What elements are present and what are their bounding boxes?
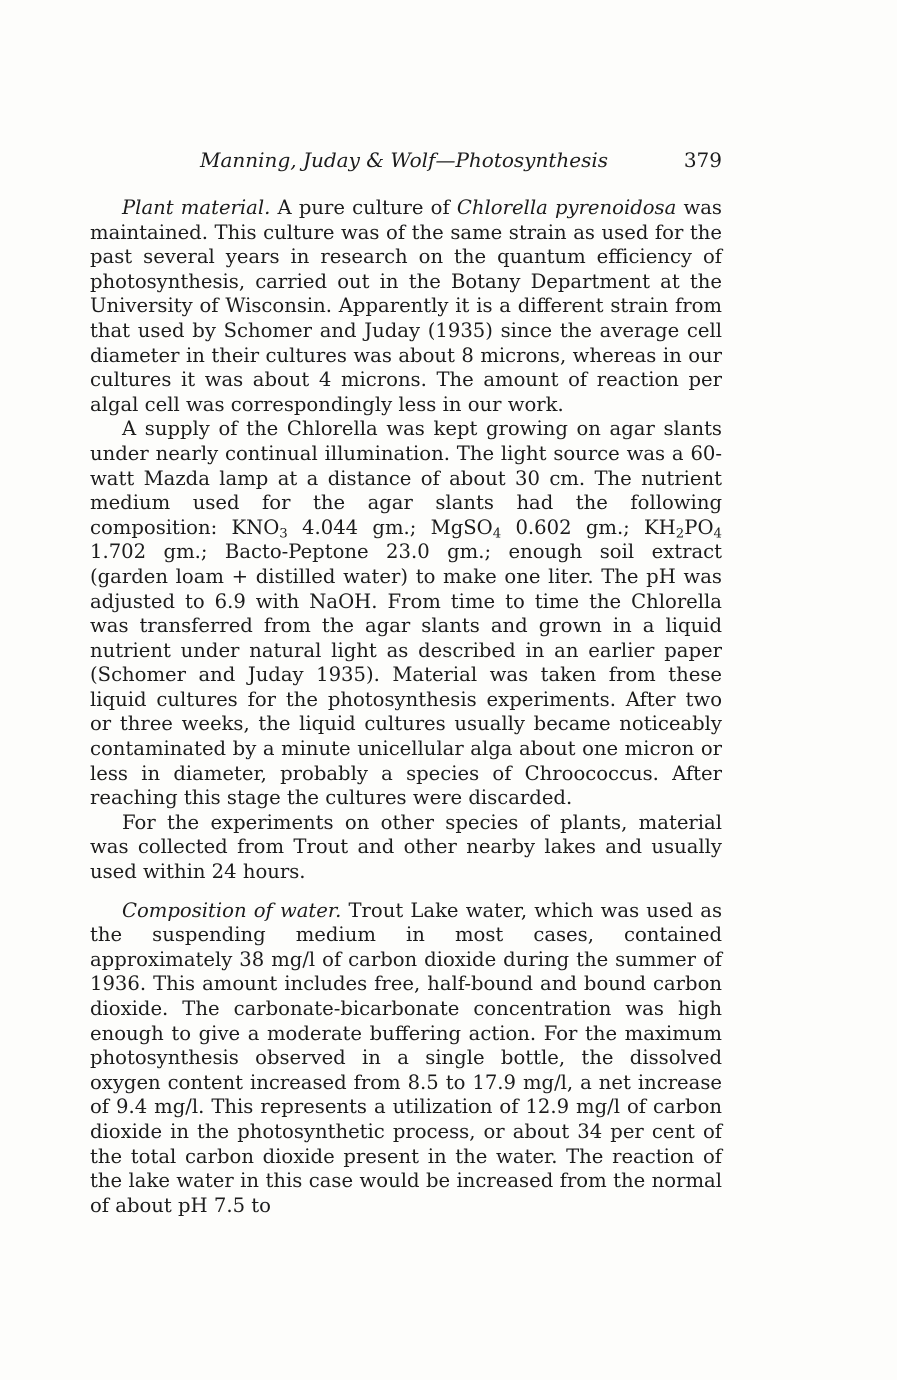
text-run: A pure culture of — [270, 196, 457, 219]
formula-kno3: $KNO_3$ — [231, 515, 288, 542]
section-heading-composition-of-water: Composition of water. — [122, 898, 342, 922]
text-run: was maintained. This culture was of the same strain as used for the past several years in research on the quantum efficiency of photosynthesis, carried out in the Botany Department at the University of Wisconsin. Apparently it is a different strain from that used by Schomer and Juday (1935) since the average cell diameter in their cultures was about 8 microns, whereas in our cultures it was about 4 microns. The amount of reaction per algal cell was correspondingly less in our work. — [90, 196, 722, 416]
formula-mgso4: MgSO$_4$ — [430, 515, 502, 542]
paragraph-composition-of-water — [90, 899, 722, 1219]
formula-kh2po4: $KH_2PO_4$ — [644, 515, 722, 542]
section-heading-plant-material: Plant material. — [122, 196, 271, 219]
species-name: Chlorella pyrenoidosa — [456, 196, 677, 219]
paragraph-other-species: For the experiments on other species of plants, material was collected from Trout and other nearby lakes and usually used within 24 hours. — [90, 810, 722, 884]
running-title: Manning, Juday & Wolf—Photosynthesis — [200, 148, 609, 172]
paragraph-plant-material — [90, 196, 722, 417]
text-run: 4.044 gm.; — [287, 515, 431, 539]
text-run: 0.602 gm.; — [501, 515, 645, 539]
text-run: Trout Lake water, which was used as the suspending medium in most cases, contained approximately 38 mg/l of carbon dioxide during the summer of 1936. This amount includes free, half-bound and bound carbon dioxide. The carbonate-bicarbonate concentration was high enough to give a moderate buffering action. For the maximum photosynthesis observed in a single bottle, the dissolved oxygen content increased from 8.5 to 17.9 mg/l, a net increase of 9.4 mg/l. This represents a utilization of 12.9 mg/l of carbon dioxide in the photosynthetic process, or about 34 per cent of the total carbon dioxide present in the water. The reaction of the lake water in this case would be increased from the normal of about pH 7.5 to — [90, 898, 722, 1217]
paragraph-culture-supply — [90, 417, 722, 811]
body-text — [90, 196, 722, 1218]
page-number: 379 — [683, 148, 722, 172]
text-run: 1.702 gm.; Bacto-Peptone 23.0 gm.; enough soil extract (garden loam + distilled water) to make one liter. The pH was adjusted to 6.9 with NaOH. From time to time the Chlorella was transferred from the agar slants and grown in a liquid nutrient under natural light as described in an earlier paper (Schomer and Juday 1935). Material was taken from these liquid cultures for the photosynthesis experiments. After two or three weeks, the liquid cultures usually became noticeably contaminated by a minute unicellular alga about one micron or less in diameter, probably a species of Chroococcus. After reaching this stage the cultures were discarded. — [90, 540, 722, 810]
text-run: A supply of the Chlorella was kept growing on agar slants under nearly continual illumination. The light source was a 60-watt Mazda lamp at a distance of about 30 cm. The nutrient medium used for the agar slants had the following composition: — [90, 417, 722, 539]
